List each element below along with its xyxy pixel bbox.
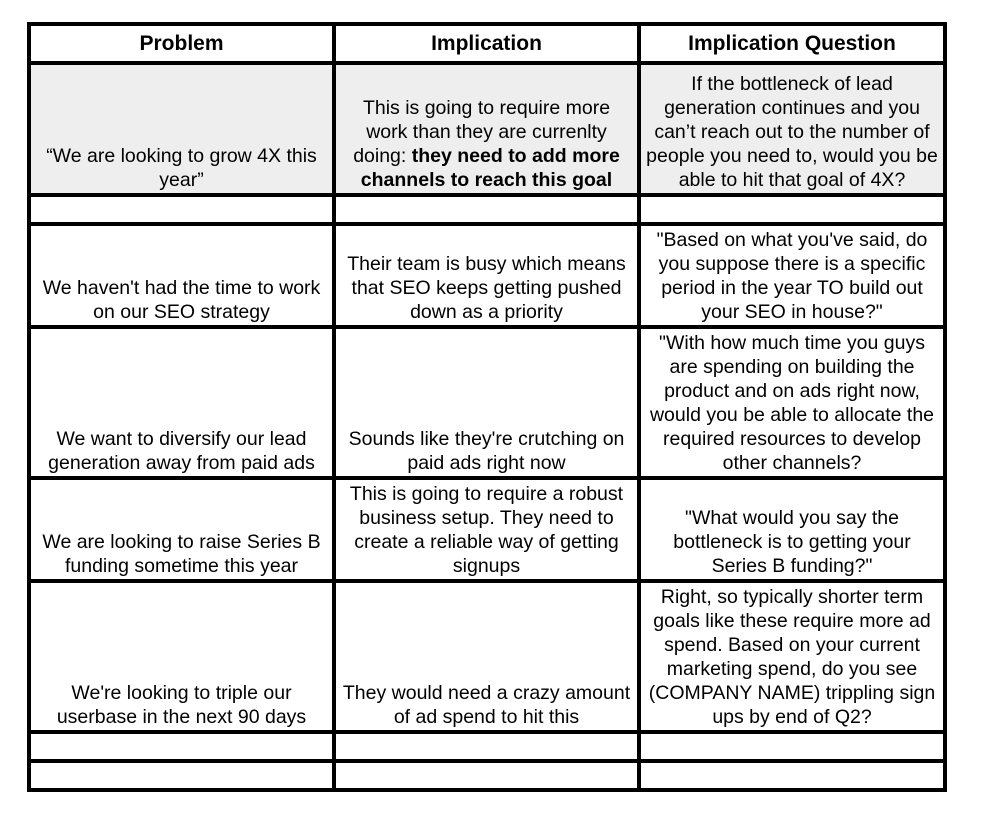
question-cell: Right, so typically shorter term goals like these require more ad spend. Based on your current marketing spend, do you see (COMPANY NAME) trippling sign ups by end of Q2? — [639, 581, 945, 732]
empty-row — [29, 732, 945, 761]
question-cell: "Based on what you've said, do you suppose there is a specific period in the year TO build out your SEO in house?" — [639, 224, 945, 327]
empty-cell — [334, 761, 639, 790]
header-implication: Implication — [334, 24, 639, 63]
empty-cell — [639, 761, 945, 790]
implication-cell: Their team is busy which means that SEO keeps getting pushed down as a priority — [334, 224, 639, 327]
problem-cell: We're looking to triple our userbase in the next 90 days — [29, 581, 334, 732]
empty-cell — [639, 732, 945, 761]
empty-row — [29, 761, 945, 790]
header-problem: Problem — [29, 24, 334, 63]
implication-cell — [334, 63, 639, 195]
implication-table — [27, 22, 947, 792]
question-cell: "What would you say the bottleneck is to getting your Series B funding?" — [639, 478, 945, 581]
implication-cell: Sounds like they're crutching on paid ads right now — [334, 327, 639, 478]
problem-cell: “We are looking to grow 4X this year” — [29, 63, 334, 195]
table-row — [29, 327, 945, 478]
table-row — [29, 63, 945, 195]
header-row — [29, 24, 945, 63]
question-cell: "With how much time you guys are spending on building the product and on ads right now, would you be able to allocate the required resources to develop other channels? — [639, 327, 945, 478]
empty-cell — [639, 195, 945, 224]
problem-cell: We are looking to raise Series B funding sometime this year — [29, 478, 334, 581]
table-row — [29, 478, 945, 581]
header-implication-question: Implication Question — [639, 24, 945, 63]
problem-cell: We want to diversify our lead generation away from paid ads — [29, 327, 334, 478]
empty-cell — [29, 732, 334, 761]
implication-cell: This is going to require a robust business setup. They need to create a reliable way of getting signups — [334, 478, 639, 581]
problem-cell: We haven't had the time to work on our SEO strategy — [29, 224, 334, 327]
table-row — [29, 224, 945, 327]
empty-cell — [29, 761, 334, 790]
empty-cell — [29, 195, 334, 224]
question-cell: If the bottleneck of lead generation continues and you can’t reach out to the number of people you need to, would you be able to hit that goal of 4X? — [639, 63, 945, 195]
implication-cell: They would need a crazy amount of ad spend to hit this — [334, 581, 639, 732]
empty-cell — [334, 195, 639, 224]
implication-text: This is going to require more work than they are currenlty doing: — [353, 97, 611, 167]
empty-row — [29, 195, 945, 224]
table-row — [29, 581, 945, 732]
implication-bold-text: they need to add more channels to reach this goal — [360, 145, 620, 191]
empty-cell — [334, 732, 639, 761]
